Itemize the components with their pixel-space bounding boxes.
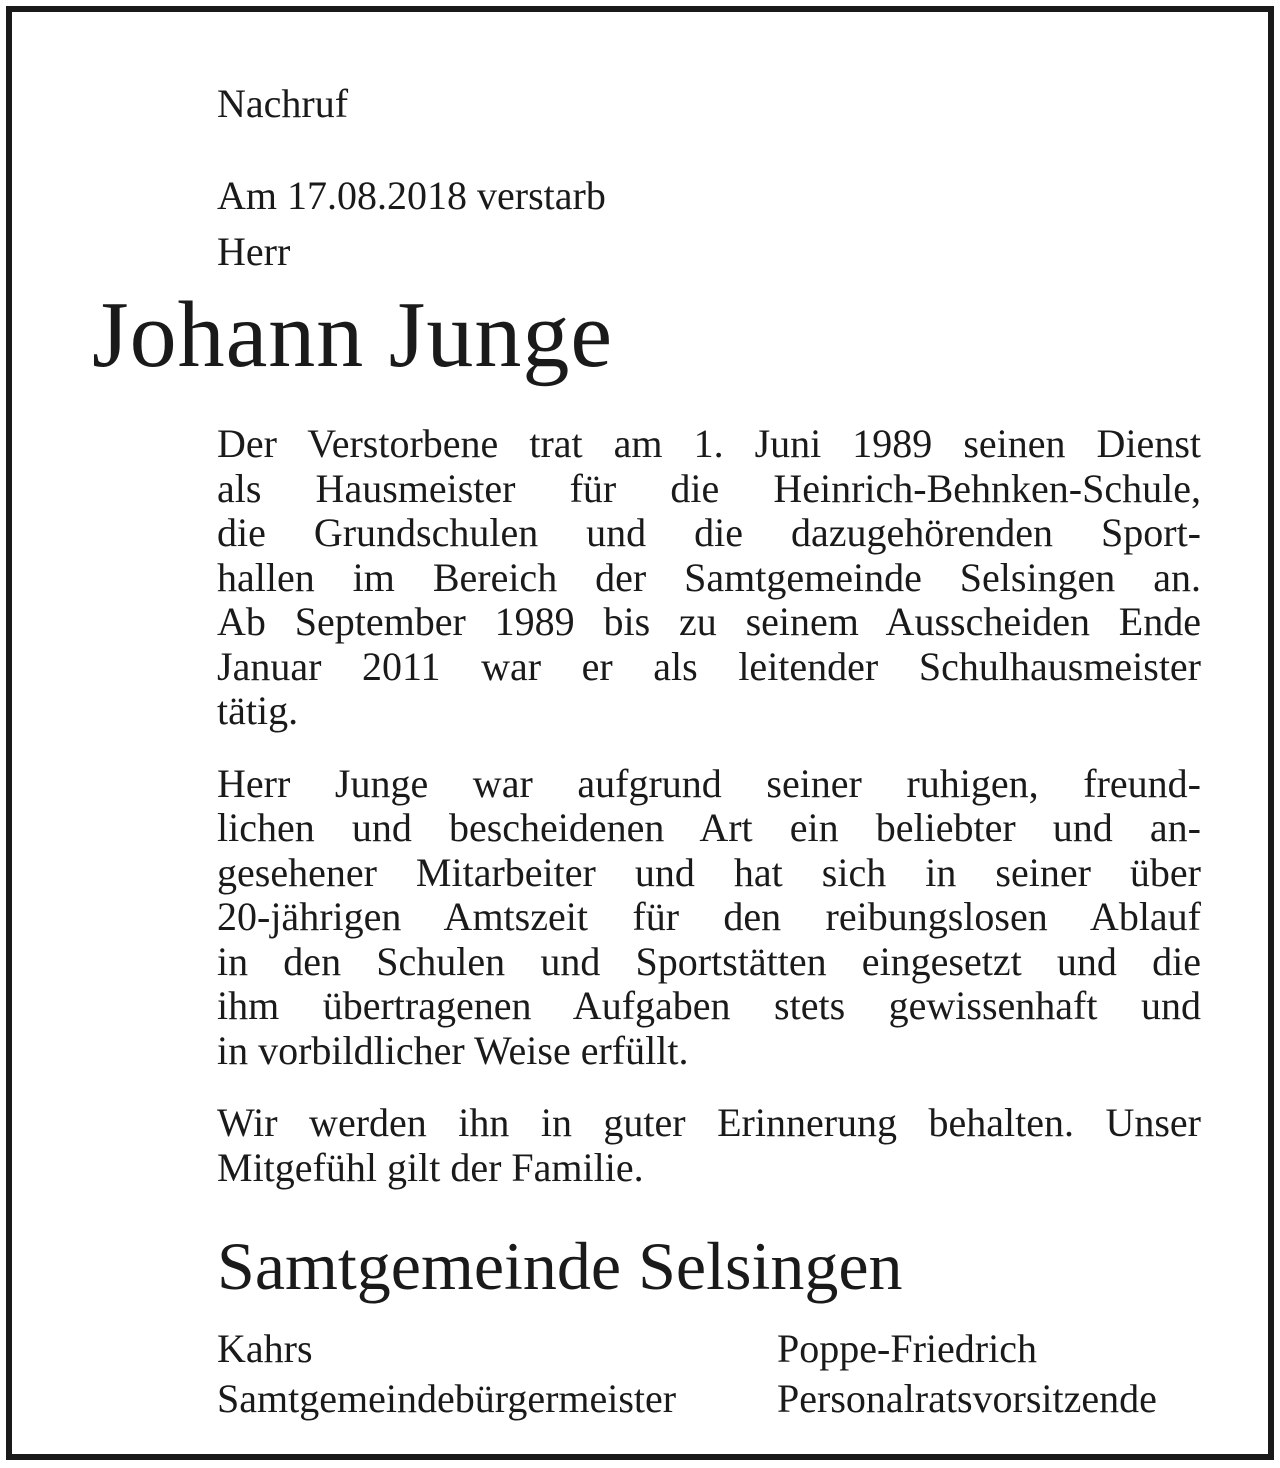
signer-name: Poppe-Friedrich: [777, 1326, 1037, 1371]
text-line: in den Schulen und Sportstätten eingesetzt und die: [217, 938, 1201, 984]
text-line: tätig.: [217, 688, 299, 733]
signer-title: Personalratsvorsitzende: [777, 1376, 1157, 1421]
paragraph-gap: [217, 1073, 1201, 1101]
obituary-frame: [6, 6, 1274, 1460]
signer-mayor: [217, 1324, 676, 1424]
text-line: Herr Junge war aufgrund seiner ruhigen, freund-: [217, 760, 1201, 806]
organization-name: Samtgemeinde Selsingen: [217, 1228, 903, 1304]
signer-staff-council: [777, 1324, 1157, 1424]
text-line: 20-jährigen Amtszeit für den reibungslosen Ablauf: [217, 894, 1201, 939]
notice-heading: Nachruf: [217, 81, 349, 126]
intro-block: [217, 168, 606, 280]
paragraph-service: [217, 422, 1201, 734]
text-line: hallen im Bereich der Samtgemeinde Selsingen an.: [217, 554, 1201, 600]
text-line: Der Verstorbene trat am 1. Juni 1989 seinen Dienst: [217, 421, 1201, 466]
paragraph-condolence: [217, 1101, 1201, 1190]
paragraph-character: [217, 762, 1201, 1074]
honorific: Herr: [217, 229, 291, 274]
text-line: in vorbildlicher Weise erfüllt.: [217, 1027, 689, 1073]
text-line: ihm übertragenen Aufgaben stets gewissenhaft und: [217, 983, 1201, 1028]
obituary-body: [217, 422, 1201, 1190]
text-line: Ab September 1989 bis zu seinem Ausscheiden Ende: [217, 599, 1201, 644]
text-line: Wir werden ihn in guter Erinnerung behalten. Unser: [217, 1100, 1201, 1145]
death-date-line: Am 17.08.2018 verstarb: [217, 173, 606, 218]
signer-title: Samtgemeindebürgermeister: [217, 1376, 677, 1421]
paragraph-gap: [217, 734, 1201, 762]
text-line: Januar 2011 war er als leitender Schulhausmeister: [217, 643, 1201, 689]
signer-name: Kahrs: [217, 1326, 313, 1371]
text-line: die Grundschulen und die dazugehörenden Sport-: [217, 510, 1201, 555]
text-line: lichen und bescheidenen Art ein beliebter und an-: [217, 805, 1201, 850]
deceased-name: Johann Junge: [92, 283, 614, 387]
text-line: gesehener Mitarbeiter und hat sich in seiner über: [217, 849, 1201, 895]
text-line: Mitgefühl gilt der Familie.: [217, 1144, 644, 1190]
text-line: als Hausmeister für die Heinrich-Behnken-Schule,: [217, 465, 1201, 511]
